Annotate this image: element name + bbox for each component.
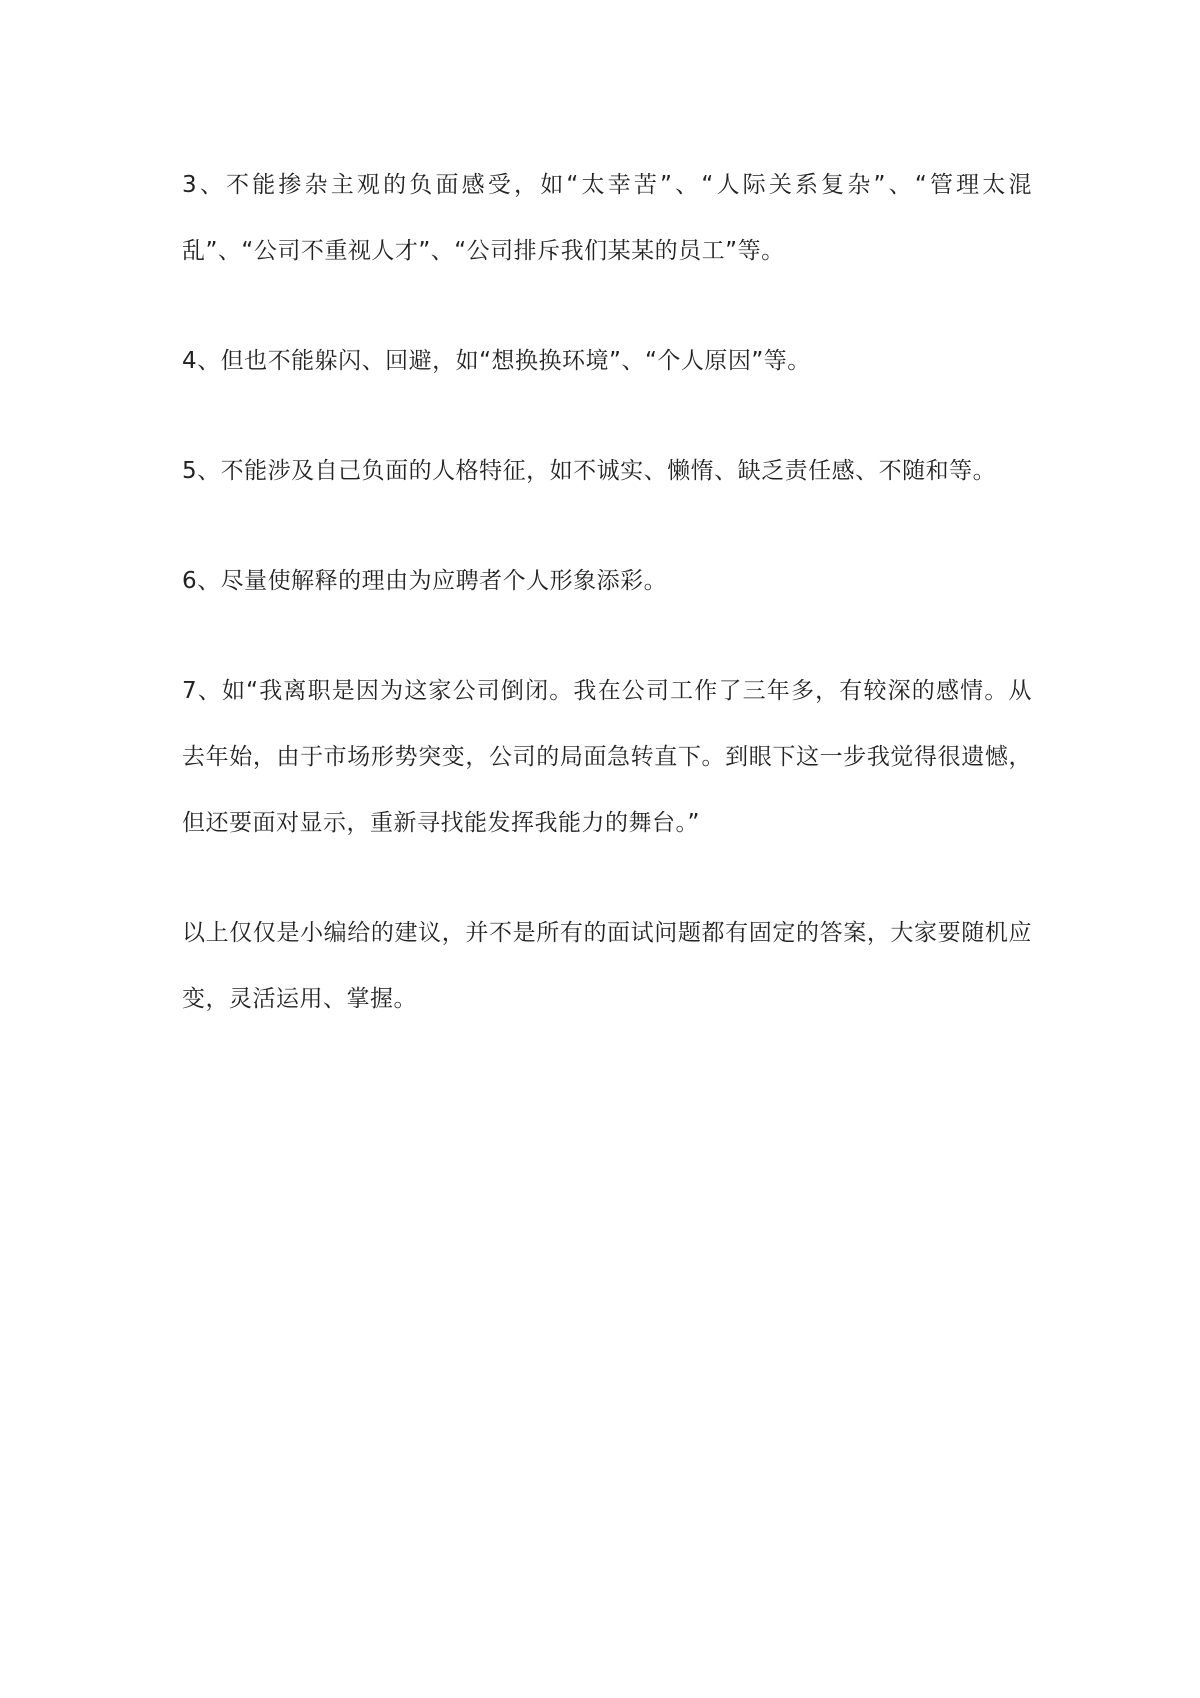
closing-paragraph: 以上仅仅是小编给的建议，并不是所有的面试问题都有固定的答案，大家要随机应变，灵活运用、掌握。 <box>182 920 1032 1012</box>
paragraph-item-7: 7、如“我离职是因为这家公司倒闭。我在公司工作了三年多，有较深的感情。从去年始，由于市场形势突变，公司的局面急转直下。到眼下这一步我觉得很遗憾，但还要面对显示，重新寻找能发挥我能力的舞台。” <box>182 678 1032 836</box>
paragraph-item-3: 3、不能掺杂主观的负面感受，如“太幸苦”、“人际关系复杂”、“管理太混乱”、“公司不重视人才”、“公司排斥我们某某的员工”等。 <box>182 172 1032 264</box>
document-body <box>182 152 1032 1076</box>
paragraph-item-6: 6、尽量使解释的理由为应聘者个人形象添彩。 <box>182 568 668 594</box>
paragraph-item-4: 4、但也不能躲闪、回避，如“想换换环境”、“个人原因”等。 <box>182 348 811 374</box>
paragraph-item-5: 5、不能涉及自己负面的人格特征，如不诚实、懒惰、缺乏责任感、不随和等。 <box>182 458 997 484</box>
